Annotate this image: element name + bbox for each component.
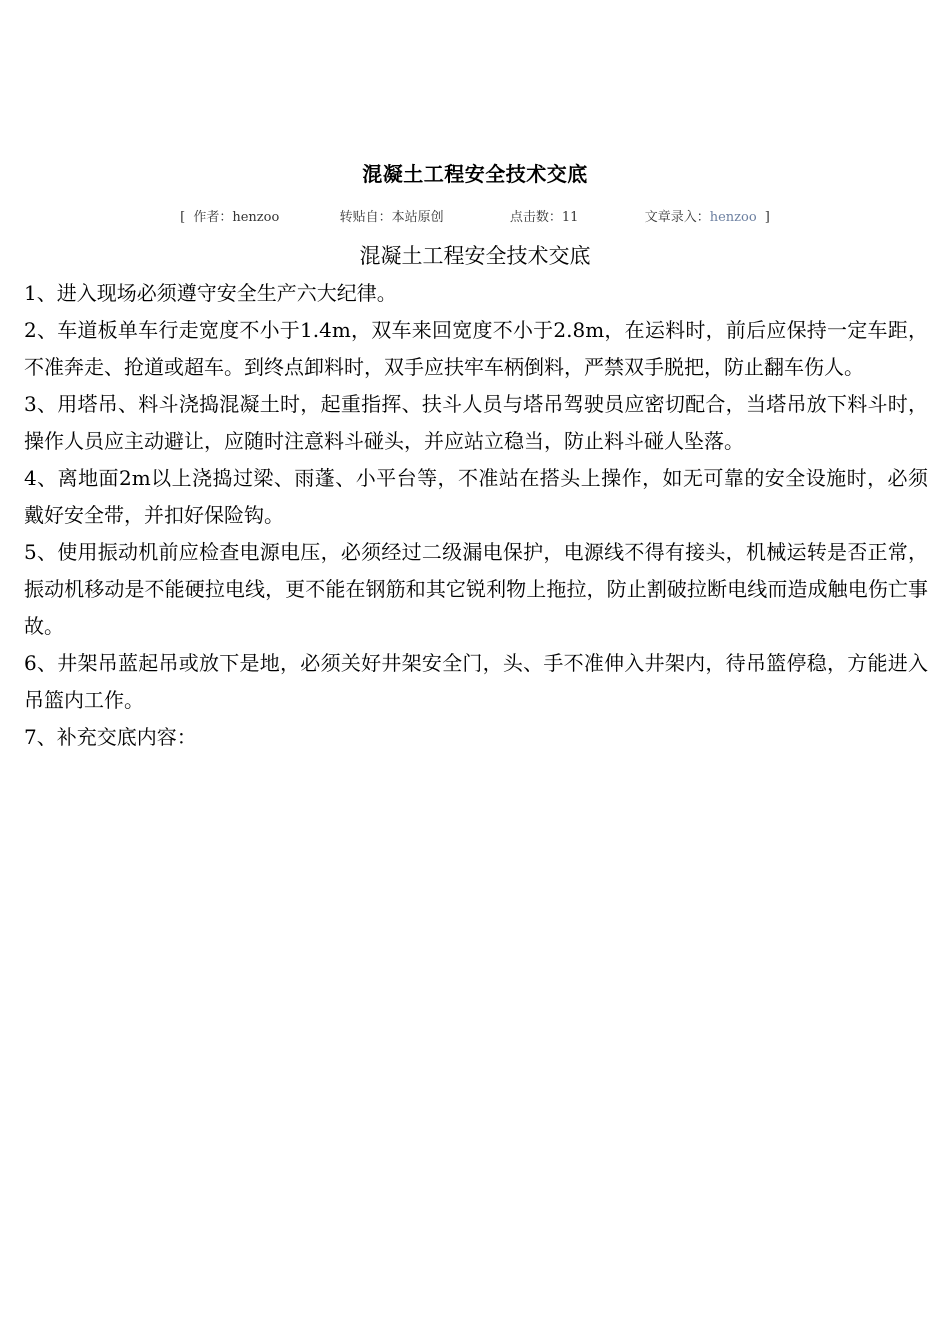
document-body — [24, 275, 928, 756]
meta-open-bracket: [ — [180, 210, 186, 225]
paragraph-4: 4、离地面2m以上浇捣过梁、雨蓬、小平台等，不准站在搭头上操作，如无可靠的安全设施时，必须戴好安全带，并扣好保险钩。 — [24, 466, 928, 527]
paragraph-3: 3、用塔吊、料斗浇捣混凝土时，起重指挥、扶斗人员与塔吊驾驶员应密切配合，当塔吊放下料斗时，操作人员应主动避让，应随时注意料斗碰头，并应站立稳当，防止料斗碰人坠落。 — [24, 392, 928, 453]
document-title: 混凝土工程安全技术交底 — [362, 162, 588, 186]
meta-close-bracket: ] — [764, 210, 770, 225]
paragraph-1: 1、进入现场必须遵守安全生产六大纪律。 — [24, 281, 397, 305]
article-meta — [0, 206, 950, 225]
meta-source: 转贴自：本站原创 — [339, 210, 444, 225]
meta-editor-link[interactable]: henzoo — [709, 210, 757, 225]
paragraph-6: 6、井架吊蓝起吊或放下是地，必须关好井架安全门，头、手不准伸入井架内，待吊篮停稳，方能进入吊篮内工作。 — [24, 651, 928, 712]
meta-editor-label: 文章录入： — [644, 210, 710, 225]
meta-hits: 点击数：11 — [509, 210, 579, 225]
paragraph-2: 2、车道板单车行走宽度不小于1.4m，双车来回宽度不小于2.8m，在运料时，前后应保持一定车距，不准奔走、抢道或超车。到终点卸料时，双手应扶牢车柄倒料，严禁双手脱把，防止翻车伤人。 — [24, 318, 928, 379]
document-subtitle: 混凝土工程安全技术交底 — [359, 244, 591, 268]
paragraph-7: 7、补充交底内容： — [24, 725, 197, 749]
meta-author: 作者：henzoo — [193, 210, 280, 225]
paragraph-5: 5、使用振动机前应检查电源电压，必须经过二级漏电保护，电源线不得有接头，机械运转是否正常，振动机移动是不能硬拉电线，更不能在钢筋和其它锐利物上拖拉，防止割破拉断电线而造成触电伤亡事故。 — [24, 540, 928, 638]
